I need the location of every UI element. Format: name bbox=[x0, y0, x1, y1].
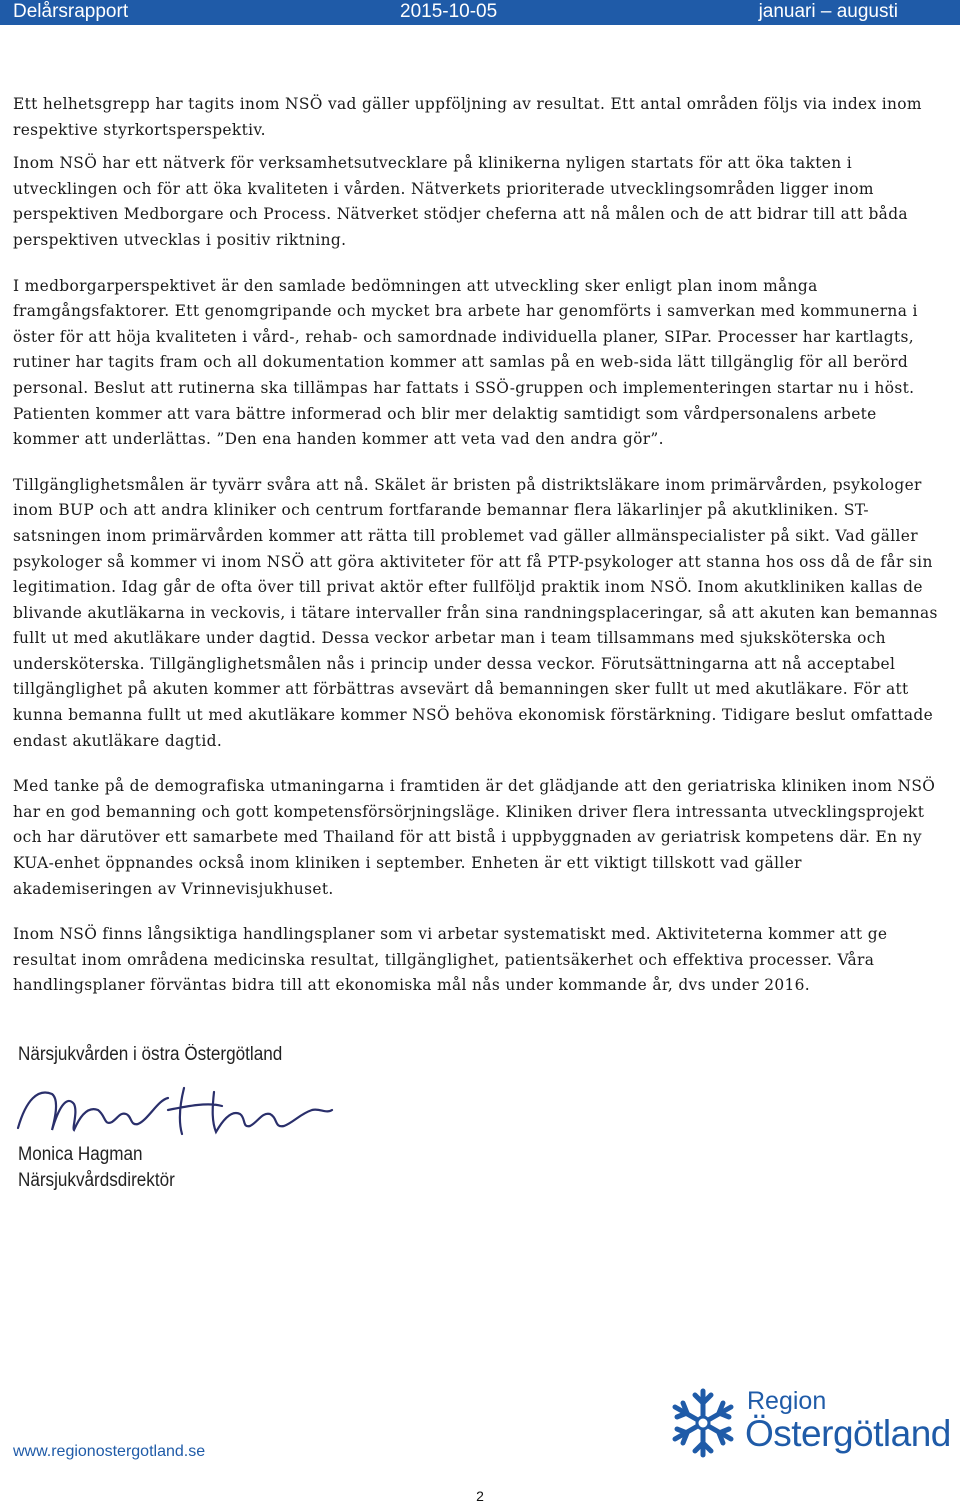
handwritten-signature bbox=[8, 1070, 338, 1150]
report-date: 2015-10-05 bbox=[400, 1, 498, 22]
paragraph-3: I medborgarperspektivet är den samlade bedömningen att utveckling sker enligt plan inom många framgångsfaktorer. Ett genomgripande och mycket bra arbete har genomförts i samverkan med kommunerna i öster för att höja kvaliteten i vård-, rehab- och samordnade individuella planer, SIPar. Processer har kartlagts, rutiner har tagits fram och all dokumentation kommer att samlas på en web-sida lätt tillgänglig för all berörd personal. Beslut att rutinerna ska tillämpas har fattats i SSÖ-gruppen och implementeringen startar nu i höst. Patienten kommer att vara bättre informerad och blir mer delaktig samtidigt som vårdpersonalens arbete kommer att underlättas. ”Den ena handen kommer att veta vad den andra gör”. bbox=[13, 276, 918, 449]
region-ostergotland-logo bbox=[665, 1385, 960, 1465]
website-link[interactable]: www.regionostergotland.se bbox=[13, 1443, 206, 1460]
signature-organization: Närsjukvården i östra Östergötland bbox=[18, 1044, 283, 1065]
report-period: januari – augusti bbox=[758, 1, 898, 22]
paragraph-1: Ett helhetsgrepp har tagits inom NSÖ vad gäller uppföljning av resultat. Ett antal områden följs via index inom respektive styrkortsperspektiv. bbox=[13, 95, 922, 139]
signature-title: Närsjukvårdsdirektör bbox=[18, 1170, 175, 1191]
signature-name: Monica Hagman bbox=[18, 1144, 143, 1165]
paragraph-2: Inom NSÖ har ett nätverk för verksamhetsutvecklare på klinikerna nyligen startats för att öka takten i utvecklingen och för att öka kvaliteten i vården. Nätverkets prioriterade utvecklingsområden ligger inom perspektiven Medborgare och Process. Nätverket stödjer cheferna att nå målen och de att bidrar till att båda perspektiven utvecklas i positiv riktning. bbox=[13, 154, 908, 249]
body-text bbox=[13, 92, 943, 1019]
signature-block bbox=[18, 1040, 358, 1200]
paragraph-4: Tillgänglighetsmålen är tyvärr svåra att nå. Skälet är bristen på distriktsläkare inom primärvården, psykologer inom BUP och att andra kliniker och centrum fortfarande bemannar flera läkarlinjer på akutkliniken. ST-satsningen inom primärvården kommer att rätta till problemet vad gäller allmänspecialister på sikt. Vad gäller psykologer så kommer vi inom NSÖ att göra aktiviteter för att få PTP-psykologer att stanna hos oss då de får sin legitimation. Idag går de ofta över till privat aktör efter fullföljd praktik inom NSÖ. Inom akutkliniken kallas de blivande akutläkarna in veckovis, i tätare intervaller från sina randningsplaceringar, så att akuten kan bemannas fullt ut med akutläkare under dagtid. Dessa veckor arbetar man i team tillsammans med sjuksköterska och undersköterska. Tillgänglighetsmålen nås i princip under dessa veckor. Förutsättningarna att nå acceptabel tillgänglighet på akuten kommer att förbättras avsevärt då bemanningen sker fullt ut med akutläkare. För att kunna bemanna fullt ut med akutläkare kommer NSÖ behöva ekonomisk förstärkning. Tidigare beslut omfattade endast akutläkare dagtid. bbox=[13, 475, 938, 750]
page-number: 2 bbox=[476, 1488, 484, 1504]
page-header bbox=[0, 0, 960, 25]
logo-text-region: Region bbox=[747, 1387, 827, 1415]
paragraph-6: Inom NSÖ finns långsiktiga handlingsplaner som vi arbetar systematiskt med. Aktiviteterna kommer att ge resultat inom områdena medicinska resultat, tillgänglighet, patientsäkerhet och effektiva processer. Våra handlingsplaner förväntas bidra till att ekonomiska mål nås under kommande år, dvs under 2016. bbox=[13, 925, 888, 995]
snowflake-logo-icon bbox=[665, 1385, 741, 1461]
paragraph-5: Med tanke på de demografiska utmaningarna i framtiden är det glädjande att den geriatriska kliniken inom NSÖ har en god bemanning och gott kompetensförsörjningsläge. Kliniken driver flera intressanta utvecklingsprojekt och har därutöver ett samarbete med Thailand för att bistå i uppbyggnaden av geriatrisk kompetens där. En ny KUA-enhet öppnandes också inom kliniken i september. Enheten är ett viktigt tillskott vad gäller akademiseringen av Vrinnevisjukhuset. bbox=[13, 777, 936, 898]
report-title: Delårsrapport bbox=[13, 1, 129, 22]
logo-text-ostergotland: Östergötland bbox=[745, 1413, 951, 1454]
